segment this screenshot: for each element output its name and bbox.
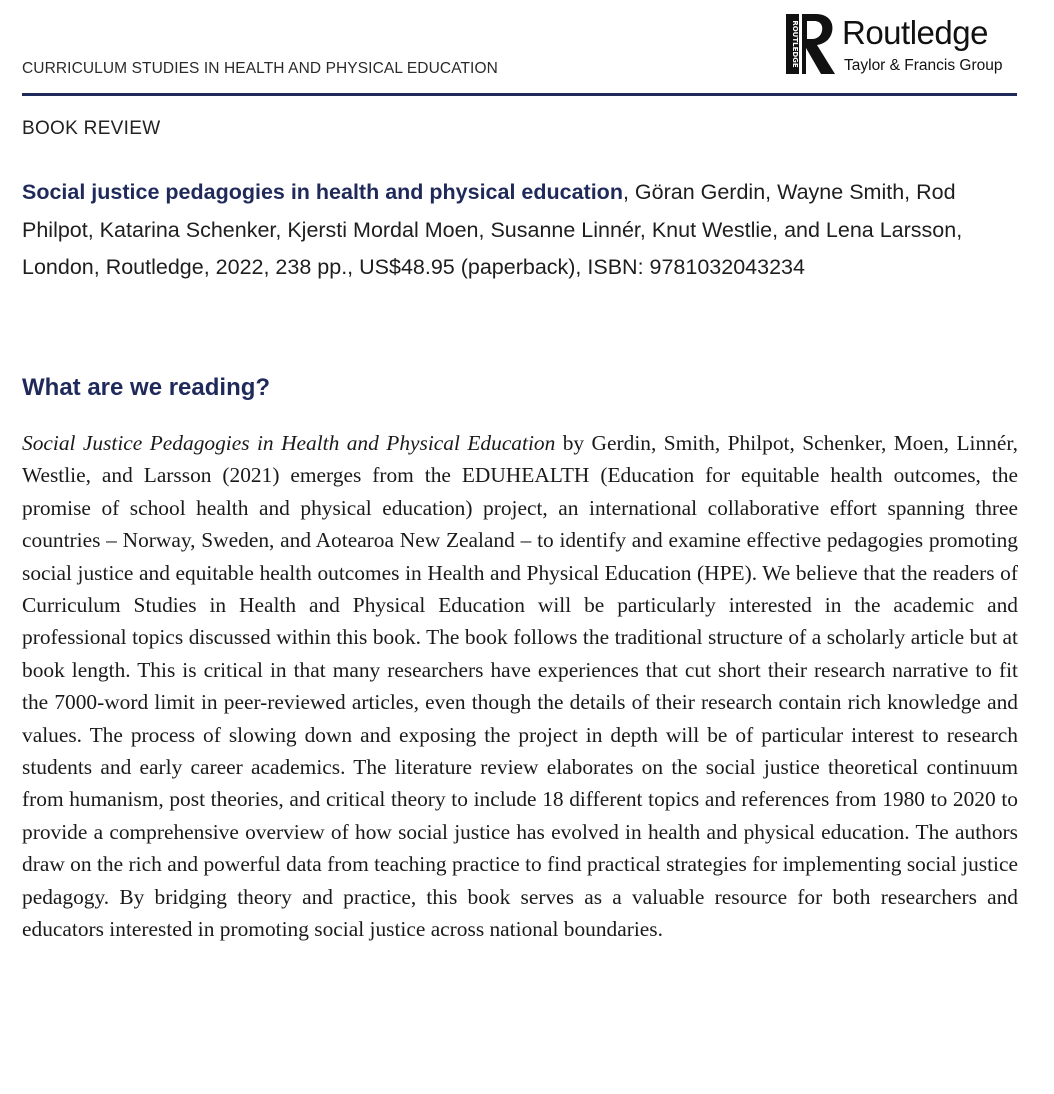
svg-text:ROUTLEDGE: ROUTLEDGE (791, 20, 799, 68)
paragraph-text: by Gerdin, Smith, Philpot, Schenker, Moen, Linnér, Westlie, and Larsson (2021) emerges from the EDUHEALTH (Education for equitable health outcomes, the promise of school health and physical education) project, an international collaborative effort spanning three countries – Norway, Sweden, and Aotearoa New Zealand – to identify and examine effective pedagogies promoting social justice and equitable health outcomes in Health and Physical Education (HPE). We believe that the readers of Curriculum Studies in Health and Physical Education will be particularly interested in the academic and professional topics discussed within this book. The book follows the traditional structure of a scholarly article but at book length. This is critical in that many researchers have experiences that cut short their research narrative to fit the 7000-word limit in peer-reviewed articles, even though the details of their research contain rich knowledge and values. The process of slowing down and exposing the project in depth will be of particular interest to research students and early career academics. The literature review elaborates on the social justice theoretical continuum from humanism, post theories, and critical theory to include 18 different topics and references from 1980 to 2020 to provide a comprehensive overview of how social justice has evolved in health and physical education. The authors draw on the rich and powerful data from teaching practice to find practical strategies for implementing social justice pedagogy. By bridging theory and practice, this book serves as a valuable resource for both researchers and educators interested in promoting social justice across national boundaries. (22, 431, 1018, 942)
routledge-r-logo-icon (786, 12, 836, 78)
journal-name: CURRICULUM STUDIES IN HEALTH AND PHYSICAL EDUCATION (22, 60, 498, 77)
review-paragraph (22, 427, 1018, 946)
publisher-name: Routledge (842, 14, 988, 51)
book-title: Social justice pedagogies in health and physical education (22, 180, 623, 204)
publisher-tagline: Taylor & Francis Group (844, 57, 1003, 74)
citation-details: , Göran Gerdin, Wayne Smith, Rod Philpot, Katarina Schenker, Kjersti Mordal Moen, Susanne Linnér, Knut Westlie, and Lena Larsson, London, Routledge, 2022, 238 pp., US$48.95 (paperback), ISBN: 9781032043234 (22, 180, 963, 279)
section-label: BOOK REVIEW (22, 118, 161, 139)
section-heading: What are we reading? (22, 374, 271, 401)
header-divider (22, 93, 1017, 96)
publisher-logo (786, 10, 1026, 80)
book-citation (22, 174, 1018, 287)
italic-book-title: Social Justice Pedagogies in Health and Physical Education (22, 431, 556, 455)
